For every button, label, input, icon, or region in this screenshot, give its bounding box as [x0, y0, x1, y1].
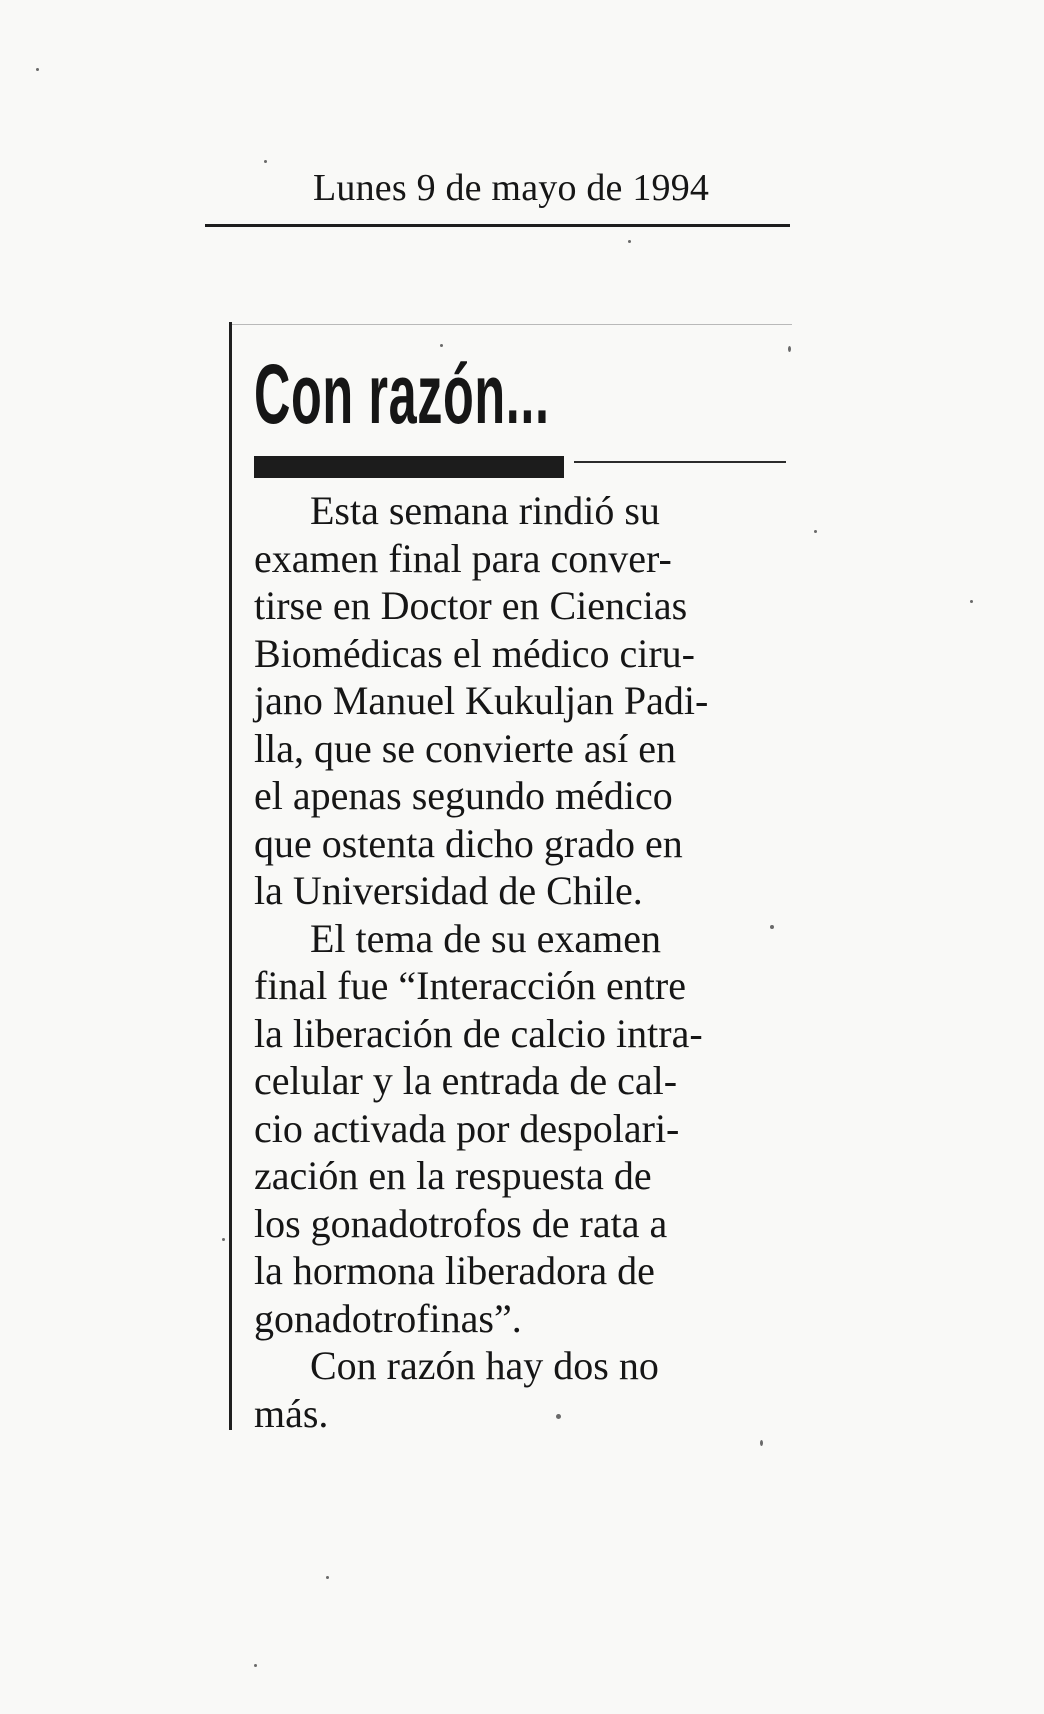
article-line: zación en la respuesta de [254, 1153, 652, 1198]
article-line: el apenas segundo médico [254, 773, 673, 818]
article-line: más. [254, 1390, 329, 1436]
headline-thin-rule [574, 461, 786, 463]
article-line: la liberación de calcio intra- [254, 1010, 703, 1056]
clipping-top-edge [232, 324, 792, 325]
article-body [254, 487, 814, 1437]
date-header: Lunes 9 de mayo de 1994 [313, 167, 710, 209]
article-line: Con razón hay dos no [310, 1343, 659, 1388]
article-line: que ostenta dicho grado en [254, 820, 683, 866]
paper-speck [814, 530, 817, 533]
article-line: celular y la entrada de cal- [254, 1058, 678, 1103]
paper-speck [254, 1664, 257, 1667]
article-line: El tema de su examen [310, 915, 661, 961]
paper-speck [970, 600, 973, 603]
article-line: Esta semana rindió su [310, 488, 660, 533]
article-line: cio activada por despolari- [254, 1105, 680, 1151]
article-line: examen final para conver- [254, 535, 672, 581]
paper-speck [36, 68, 39, 71]
article-line: gonadotrofinas”. [254, 1295, 522, 1341]
article-line: la hormona liberadora de [254, 1248, 655, 1293]
paper-speck [788, 346, 791, 352]
date-rule [205, 224, 790, 227]
paper-speck [628, 240, 631, 243]
paper-speck [264, 160, 267, 163]
article-line: la Universidad de Chile. [254, 868, 643, 913]
article-line: lla, que se convierte así en [254, 725, 677, 771]
article-headline: Con razón... [254, 347, 550, 441]
paper-speck [326, 1576, 329, 1579]
paper-speck [222, 1238, 225, 1241]
headline-bar [254, 456, 564, 478]
article-line: jano Manuel Kukuljan Padi- [254, 678, 709, 723]
column-left-rule [229, 322, 232, 1430]
paper-speck [760, 1440, 763, 1446]
article-line: Biomédicas el médico ciru- [254, 630, 695, 676]
article-line: final fue “Interacción entre [254, 963, 686, 1008]
article-line: tirse en Doctor en Ciencias [254, 583, 688, 628]
article-line: los gonadotrofos de rata a [254, 1200, 668, 1246]
